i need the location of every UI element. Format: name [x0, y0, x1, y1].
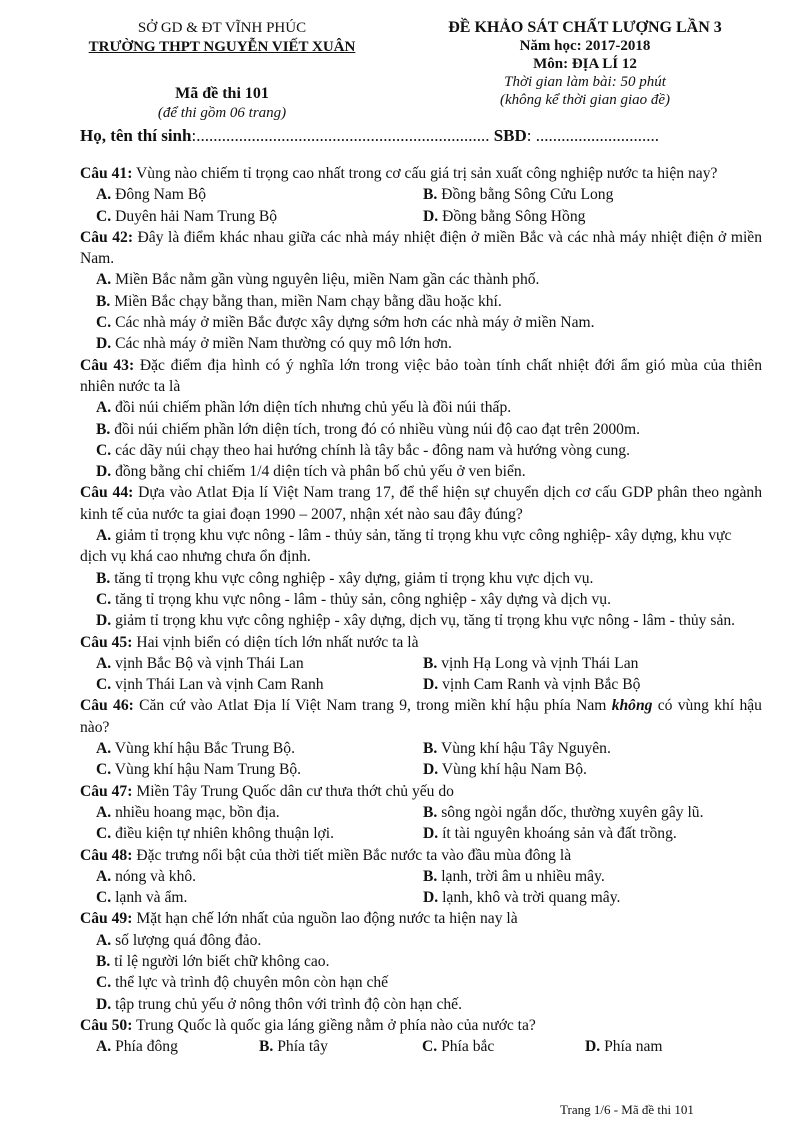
option-key: D. — [96, 612, 112, 630]
option-text: nhiều hoang mạc, bồn địa. — [115, 803, 280, 821]
pages-note: (để thi gồm 06 trang) — [157, 105, 287, 121]
option-text: giảm tỉ trọng khu vực công nghiệp - xây dựng, dịch vụ, tăng tỉ trọng khu vực nông - lâm - thủy sản. — [115, 612, 736, 630]
option-text: Phía đông — [115, 1038, 178, 1056]
option-key: A. — [96, 186, 112, 204]
option-c — [96, 823, 423, 844]
option-key: A. — [96, 1038, 112, 1056]
option-key: B. — [423, 803, 438, 821]
question-text: Căn cứ vào Atlat Địa lí Việt Nam trang 9, trong miền khí hậu phía Nam — [139, 697, 612, 715]
option-d — [80, 610, 762, 631]
question-text: Trung Quốc là quốc gia láng giềng nằm ở phía nào của nước ta? — [136, 1016, 536, 1034]
option-text: Duyên hải Nam Trung Bộ — [115, 207, 278, 225]
subject: Môn: ĐỊA LÍ 12 — [533, 56, 637, 72]
question-emphasis: không — [611, 697, 653, 715]
school-name: TRƯỜNG THPT NGUYỄN VIẾT XUÂN — [88, 39, 356, 55]
option-c — [96, 206, 423, 227]
option-c — [96, 759, 423, 780]
option-text: Đồng bằng Sông Cửu Long — [441, 186, 614, 204]
option-text: lạnh, khô và trời quang mây. — [442, 889, 621, 907]
question-48 — [80, 845, 762, 909]
option-text: Các nhà máy ở miền Bắc được xây dựng sớm hơn các nhà máy ở miền Nam. — [115, 314, 595, 332]
option-key: D. — [423, 676, 439, 694]
option-key: D. — [96, 463, 112, 481]
option-key: D. — [96, 335, 112, 353]
option-key: A. — [96, 654, 112, 672]
option-d — [423, 206, 753, 227]
option-text: Miền Bắc nằm gần vùng nguyên liệu, miền Nam gần các thành phố. — [115, 271, 540, 289]
option-key: C. — [96, 314, 112, 332]
option-b — [423, 184, 753, 205]
option-key: C. — [96, 761, 112, 779]
question-number: Câu 42: — [80, 228, 134, 246]
option-key: B. — [96, 952, 111, 970]
option-d — [423, 887, 753, 908]
options-row — [80, 802, 762, 823]
question-text-end: có vùng khí hậu nào? — [80, 697, 762, 736]
question-number: Câu 50: — [80, 1016, 133, 1034]
options-row — [80, 759, 762, 780]
option-key: A. — [96, 399, 112, 417]
option-b — [259, 1036, 422, 1057]
question-text: Mặt hạn chế lớn nhất của nguồn lao động nước ta hiện nay là — [136, 910, 518, 928]
option-key: C. — [96, 441, 112, 459]
exam-title: ĐỀ KHẢO SÁT CHẤT LƯỢNG LẦN 3 — [448, 19, 722, 36]
option-c — [96, 887, 423, 908]
option-text: đồng bằng chỉ chiếm 1/4 diện tích và phân bố chủ yếu ở ven biển. — [115, 463, 526, 481]
question-number: Câu 41: — [80, 165, 133, 182]
options-row — [80, 887, 762, 908]
option-key: C. — [96, 207, 112, 225]
options-row — [80, 1036, 762, 1057]
option-a — [80, 525, 762, 568]
question-stem — [80, 1015, 762, 1036]
option-a — [96, 1036, 259, 1057]
option-key: B. — [423, 740, 438, 758]
option-text: Phía bắc — [441, 1038, 495, 1056]
option-key: B. — [423, 186, 438, 204]
option-text: ít tài nguyên khoáng sản và đất trồng. — [442, 825, 677, 843]
option-text: Đông Nam Bộ — [115, 186, 207, 204]
option-key: B. — [259, 1038, 274, 1056]
sbd-field: : ............................. — [526, 126, 660, 145]
question-stem — [80, 781, 762, 802]
option-a — [96, 653, 423, 674]
name-field: :..................................................................... — [191, 126, 490, 145]
name-label: Họ, tên thí sinh — [80, 126, 192, 145]
options-row — [80, 866, 762, 887]
option-text: đồi núi chiếm phần lớn diện tích nhưng chủ yếu là đồi núi thấp. — [115, 399, 512, 417]
options-row — [80, 738, 762, 759]
option-c — [422, 1036, 585, 1057]
option-c — [80, 589, 762, 610]
question-number: Câu 49: — [80, 910, 133, 928]
option-a — [80, 269, 762, 290]
duration-note: (không kể thời gian giao đề) — [499, 92, 671, 108]
option-text: Miền Bắc chạy bằng than, miền Nam chạy bằng dầu hoặc khí. — [114, 292, 502, 310]
school-year: Năm học: 2017-2018 — [519, 38, 651, 54]
option-key: B. — [96, 292, 111, 310]
option-b — [423, 653, 753, 674]
option-text: tăng tỉ trọng khu vực nông - lâm - thủy sản, công nghiệp - xây dựng và dịch vụ. — [115, 590, 611, 608]
question-number: Câu 45: — [80, 633, 133, 651]
question-text: Đây là điểm khác nhau giữa các nhà máy nhiệt điện ở miền Bắc và các nhà máy nhiệt điện ở miền Nam. — [80, 228, 762, 268]
option-text: vịnh Cam Ranh và vịnh Bắc Bộ — [442, 676, 641, 694]
question-43 — [80, 355, 762, 483]
question-text: Hai vịnh biển có diện tích lớn nhất nước ta là — [136, 633, 419, 651]
question-text: Vùng nào chiếm tỉ trọng cao nhất trong cơ cấu giá trị sản xuất công nghiệp nước ta hiện nay? — [136, 165, 718, 182]
question-number: Câu 48: — [80, 846, 133, 864]
question-number: Câu 44: — [80, 484, 134, 502]
question-stem — [80, 908, 762, 929]
question-42 — [80, 227, 762, 355]
option-b — [423, 738, 753, 759]
page-footer: Trang 1/6 - Mã đề thi 101 — [560, 1102, 694, 1117]
option-key: A. — [96, 740, 112, 758]
option-text: sông ngòi ngắn dốc, thường xuyên gây lũ. — [441, 803, 704, 821]
option-text: Phía tây — [277, 1038, 328, 1056]
option-a — [96, 184, 423, 205]
option-b — [80, 291, 762, 312]
options-row — [80, 823, 762, 844]
option-key: D. — [585, 1038, 601, 1056]
option-text: đồi núi chiếm phần lớn diện tích, trong đó có nhiều vùng núi độ cao đạt trên 2000m. — [114, 420, 640, 438]
option-text: lạnh, trời âm u nhiều mây. — [441, 867, 605, 885]
option-c — [96, 674, 423, 695]
school-header — [72, 18, 372, 123]
duration: Thời gian làm bài: 50 phút — [504, 74, 666, 90]
question-stem — [80, 845, 762, 866]
question-number: Câu 43: — [80, 356, 135, 374]
option-key: A. — [96, 271, 112, 289]
option-a — [96, 738, 423, 759]
question-stem — [80, 482, 762, 525]
question-49 — [80, 908, 762, 1014]
option-c — [80, 312, 762, 333]
option-c — [80, 440, 762, 461]
option-text: số lượng quá đông đảo. — [115, 931, 262, 949]
option-key: C. — [96, 889, 112, 907]
option-text: tập trung chủ yếu ở nông thôn với trình độ còn hạn chế. — [115, 995, 463, 1013]
option-b — [80, 951, 762, 972]
question-number: Câu 46: — [80, 697, 134, 715]
option-key: C. — [422, 1038, 438, 1056]
options-row — [80, 206, 762, 227]
option-text: Vùng khí hậu Tây Nguyên. — [440, 740, 611, 758]
option-a — [80, 930, 762, 951]
option-text: vịnh Bắc Bộ và vịnh Thái Lan — [115, 654, 304, 672]
option-key: A. — [96, 803, 112, 821]
option-key: B. — [423, 867, 438, 885]
option-text: giảm tỉ trọng khu vực nông - lâm - thủy sản, tăng tỉ trọng khu vực công nghiệp- xây dựng, khu vực dịch vụ khá cao nhưng chưa ổn định. — [80, 527, 732, 566]
option-a — [96, 866, 423, 887]
option-a — [96, 802, 423, 823]
question-45 — [80, 632, 762, 696]
option-text: Vùng khí hậu Bắc Trung Bộ. — [114, 740, 296, 758]
option-key: D. — [423, 761, 439, 779]
candidate-line — [80, 126, 659, 146]
option-d — [423, 759, 753, 780]
option-key: B. — [96, 420, 111, 438]
question-stem — [80, 163, 762, 184]
question-text: Đặc trưng nổi bật của thời tiết miền Bắc nước ta vào đầu mùa đông là — [136, 846, 572, 864]
option-key: A. — [96, 867, 112, 885]
option-d — [80, 333, 762, 354]
option-text: tăng tỉ trọng khu vực công nghiệp - xây dựng, giảm tỉ trọng khu vực dịch vụ. — [114, 569, 594, 587]
question-41 — [80, 163, 762, 227]
option-b — [80, 568, 762, 589]
options-row — [80, 674, 762, 695]
option-key: B. — [96, 569, 111, 587]
question-text: Miền Tây Trung Quốc dân cư thưa thớt chủ yếu do — [136, 782, 454, 800]
option-key: C. — [96, 676, 112, 694]
exam-header — [420, 18, 750, 109]
option-key: D. — [423, 889, 439, 907]
option-text: Vùng khí hậu Nam Trung Bộ. — [114, 761, 302, 779]
option-text: Đồng bằng Sông Hồng — [442, 207, 586, 225]
sbd-label: SBD — [493, 126, 527, 145]
exam-code: Mã đề thi 101 — [175, 85, 269, 102]
option-key: C. — [96, 974, 112, 992]
option-text: Các nhà máy ở miền Nam thường có quy mô lớn hơn. — [115, 335, 452, 353]
option-key: C. — [96, 590, 112, 608]
option-d — [423, 674, 753, 695]
option-text: tỉ lệ người lớn biết chữ không cao. — [114, 952, 330, 970]
option-a — [80, 397, 762, 418]
question-46 — [80, 695, 762, 780]
question-47 — [80, 781, 762, 845]
question-number: Câu 47: — [80, 782, 133, 800]
option-text: Phía nam — [604, 1038, 663, 1056]
option-b — [423, 802, 753, 823]
option-b — [80, 419, 762, 440]
option-c — [80, 972, 762, 993]
option-text: Vùng khí hậu Nam Bộ. — [441, 761, 587, 779]
option-d — [585, 1036, 748, 1057]
option-text: điều kiện tự nhiên không thuận lợi. — [115, 825, 335, 843]
option-d — [423, 823, 753, 844]
options-row — [80, 184, 762, 205]
option-key: D. — [423, 825, 439, 843]
question-stem — [80, 632, 762, 653]
question-text: Đặc điểm địa hình có ý nghĩa lớn trong việc bảo toàn tính chất nhiệt đới ẩm gió mùa của thiên nhiên nước ta là — [80, 356, 762, 395]
question-44 — [80, 482, 762, 631]
question-50 — [80, 1015, 762, 1058]
option-key: D. — [96, 995, 112, 1013]
question-text: Dựa vào Atlat Địa lí Việt Nam trang 17, để thể hiện sự chuyển dịch cơ cấu GDP phân theo ngành kinh tế của nước ta giai đoạn 1990 – 2007, nhận xét nào sau đây đúng? — [80, 484, 763, 523]
option-key: A. — [96, 527, 112, 545]
question-stem — [80, 695, 762, 738]
option-text: vịnh Hạ Long và vịnh Thái Lan — [441, 654, 639, 672]
question-stem — [80, 355, 762, 398]
option-b — [423, 866, 753, 887]
question-list — [80, 163, 762, 1057]
option-key: D. — [423, 207, 439, 225]
option-text: vịnh Thái Lan và vịnh Cam Ranh — [115, 676, 324, 694]
department-name: SỞ GD & ĐT VĨNH PHÚC — [137, 20, 307, 36]
question-stem — [80, 227, 762, 270]
option-text: các dãy núi chạy theo hai hướng chính là tây bắc - đông nam và hướng vòng cung. — [115, 441, 630, 459]
option-key: A. — [96, 931, 112, 949]
option-d — [80, 994, 762, 1015]
option-key: B. — [423, 654, 438, 672]
option-text: nóng và khô. — [115, 867, 197, 885]
option-key: C. — [96, 825, 112, 843]
options-row — [80, 653, 762, 674]
option-text: thể lực và trình độ chuyên môn còn hạn chế — [115, 974, 389, 992]
option-text: lạnh và ẩm. — [115, 889, 188, 907]
option-d — [80, 461, 762, 482]
